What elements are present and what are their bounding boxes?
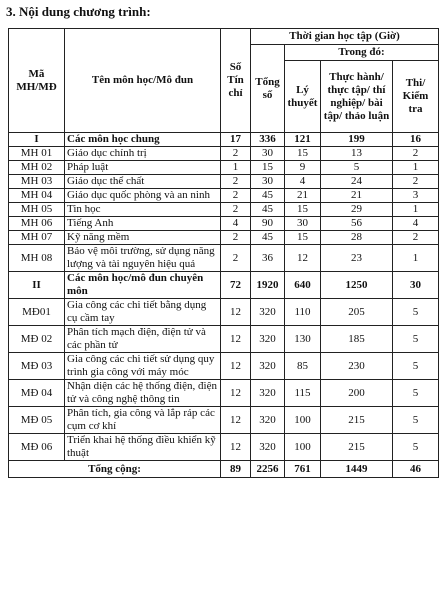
- header-credits: Số Tín chỉ: [221, 29, 251, 133]
- row-total: 36: [251, 245, 285, 272]
- table-row: [9, 175, 439, 189]
- total-row: [9, 461, 439, 478]
- row-exam: 2: [393, 147, 439, 161]
- table-row: [9, 245, 439, 272]
- row-code: MH 04: [9, 189, 65, 203]
- row-exam: 16: [393, 133, 439, 147]
- row-practice: 29: [321, 203, 393, 217]
- row-credits: 72: [221, 272, 251, 299]
- row-theory: 15: [285, 231, 321, 245]
- row-credits: 17: [221, 133, 251, 147]
- table-row: [9, 147, 439, 161]
- row-total: 30: [251, 147, 285, 161]
- row-exam: 5: [393, 434, 439, 461]
- row-total: 15: [251, 161, 285, 175]
- row-credits: 2: [221, 231, 251, 245]
- row-name: Kỹ năng mềm: [65, 231, 221, 245]
- row-theory: 121: [285, 133, 321, 147]
- row-practice: 5: [321, 161, 393, 175]
- row-name: Nhận diện các hệ thống điện, điện tử và công nghệ thông tin: [65, 380, 221, 407]
- row-practice: 21: [321, 189, 393, 203]
- row-total: 320: [251, 326, 285, 353]
- row-credits: 12: [221, 434, 251, 461]
- table-row: [9, 217, 439, 231]
- table-row: [9, 203, 439, 217]
- row-exam: 1: [393, 161, 439, 175]
- row-code: MĐ 04: [9, 380, 65, 407]
- row-total: 45: [251, 203, 285, 217]
- row-practice: 199: [321, 133, 393, 147]
- table-row: [9, 231, 439, 245]
- table-row: [9, 189, 439, 203]
- header-code: Mã MH/MĐ: [9, 29, 65, 133]
- row-theory: 110: [285, 299, 321, 326]
- row-practice: 56: [321, 217, 393, 231]
- row-name: Gia công các chi tiết sử dụng quy trình gia công với máy móc: [65, 353, 221, 380]
- row-exam: 5: [393, 407, 439, 434]
- row-name: Các môn học chung: [65, 133, 221, 147]
- header-time-group: Thời gian học tập (Giờ): [251, 29, 439, 45]
- row-code: MĐ 05: [9, 407, 65, 434]
- row-name: Gia công các chi tiết bằng dụng cụ cầm tay: [65, 299, 221, 326]
- row-code: I: [9, 133, 65, 147]
- row-credits: 4: [221, 217, 251, 231]
- row-theory: 130: [285, 326, 321, 353]
- row-credits: 12: [221, 353, 251, 380]
- row-credits: 1: [221, 161, 251, 175]
- row-total: 45: [251, 231, 285, 245]
- row-total: 320: [251, 299, 285, 326]
- row-name: Giáo dục quốc phòng và an ninh: [65, 189, 221, 203]
- total-credits: 89: [221, 461, 251, 478]
- row-code: MĐ 03: [9, 353, 65, 380]
- row-theory: 100: [285, 434, 321, 461]
- row-total: 45: [251, 189, 285, 203]
- table-row: [9, 161, 439, 175]
- row-practice: 1250: [321, 272, 393, 299]
- table-body: [9, 133, 439, 461]
- row-exam: 4: [393, 217, 439, 231]
- row-exam: 5: [393, 326, 439, 353]
- row-name: Các môn học/mô đun chuyên môn: [65, 272, 221, 299]
- group-row: [9, 272, 439, 299]
- row-theory: 9: [285, 161, 321, 175]
- row-credits: 2: [221, 175, 251, 189]
- row-code: MH 07: [9, 231, 65, 245]
- row-theory: 100: [285, 407, 321, 434]
- row-practice: 23: [321, 245, 393, 272]
- row-practice: 28: [321, 231, 393, 245]
- row-practice: 230: [321, 353, 393, 380]
- row-total: 30: [251, 175, 285, 189]
- total-exam: 46: [393, 461, 439, 478]
- row-exam: 3: [393, 189, 439, 203]
- row-theory: 4: [285, 175, 321, 189]
- row-name: Bảo vệ môi trường, sử dụng năng lượng và tài nguyên hiệu quả: [65, 245, 221, 272]
- header-name: Tên môn học/Mô đun: [65, 29, 221, 133]
- row-credits: 2: [221, 203, 251, 217]
- row-exam: 2: [393, 231, 439, 245]
- row-exam: 5: [393, 299, 439, 326]
- total-practice: 1449: [321, 461, 393, 478]
- row-theory: 21: [285, 189, 321, 203]
- row-theory: 15: [285, 147, 321, 161]
- header-exam: Thi/ Kiểm tra: [393, 61, 439, 133]
- total-theory: 761: [285, 461, 321, 478]
- row-credits: 2: [221, 189, 251, 203]
- header-theory: Lý thuyết: [285, 61, 321, 133]
- row-theory: 12: [285, 245, 321, 272]
- total-hours: 2256: [251, 461, 285, 478]
- row-name: Phân tích, gia công và lắp ráp các cụm cơ khí: [65, 407, 221, 434]
- header-total: Tổng số: [251, 45, 285, 133]
- row-theory: 640: [285, 272, 321, 299]
- table-row: [9, 326, 439, 353]
- row-exam: 30: [393, 272, 439, 299]
- row-practice: 185: [321, 326, 393, 353]
- header-practice: Thực hành/ thực tập/ thí nghiệp/ bài tập/ thảo luận: [321, 61, 393, 133]
- table-row: [9, 407, 439, 434]
- row-practice: 215: [321, 407, 393, 434]
- row-practice: 205: [321, 299, 393, 326]
- row-total: 90: [251, 217, 285, 231]
- row-exam: 5: [393, 380, 439, 407]
- row-theory: 85: [285, 353, 321, 380]
- row-total: 320: [251, 434, 285, 461]
- header-of-which: Trong đó:: [285, 45, 439, 61]
- row-code: MH 03: [9, 175, 65, 189]
- curriculum-table: [8, 28, 439, 478]
- row-theory: 15: [285, 203, 321, 217]
- row-name: Giáo dục chính trị: [65, 147, 221, 161]
- row-code: MĐ01: [9, 299, 65, 326]
- row-exam: 5: [393, 353, 439, 380]
- row-total: 320: [251, 353, 285, 380]
- row-credits: 2: [221, 147, 251, 161]
- row-total: 1920: [251, 272, 285, 299]
- row-practice: 13: [321, 147, 393, 161]
- row-theory: 30: [285, 217, 321, 231]
- table-row: [9, 299, 439, 326]
- section-heading: 3. Nội dung chương trình:: [6, 4, 151, 19]
- row-practice: 200: [321, 380, 393, 407]
- row-code: MH 08: [9, 245, 65, 272]
- row-total: 320: [251, 407, 285, 434]
- row-code: MH 05: [9, 203, 65, 217]
- row-code: MH 06: [9, 217, 65, 231]
- row-exam: 1: [393, 203, 439, 217]
- table-row: [9, 434, 439, 461]
- row-credits: 12: [221, 407, 251, 434]
- row-name: Triển khai hệ thống điều khiển kỹ thuật: [65, 434, 221, 461]
- row-code: MH 02: [9, 161, 65, 175]
- row-credits: 12: [221, 326, 251, 353]
- row-credits: 12: [221, 380, 251, 407]
- row-practice: 215: [321, 434, 393, 461]
- row-exam: 2: [393, 175, 439, 189]
- row-code: MĐ 02: [9, 326, 65, 353]
- row-name: Pháp luật: [65, 161, 221, 175]
- row-code: MH 01: [9, 147, 65, 161]
- row-practice: 24: [321, 175, 393, 189]
- total-label: Tổng cộng:: [9, 461, 221, 478]
- row-name: Tin học: [65, 203, 221, 217]
- table-row: [9, 380, 439, 407]
- row-exam: 1: [393, 245, 439, 272]
- table-row: [9, 353, 439, 380]
- row-name: Giáo dục thể chất: [65, 175, 221, 189]
- row-credits: 2: [221, 245, 251, 272]
- group-row: [9, 133, 439, 147]
- row-code: MĐ 06: [9, 434, 65, 461]
- row-name: Phân tích mạch điện, điện tử và các phần tử: [65, 326, 221, 353]
- row-credits: 12: [221, 299, 251, 326]
- row-total: 336: [251, 133, 285, 147]
- row-total: 320: [251, 380, 285, 407]
- row-name: Tiếng Anh: [65, 217, 221, 231]
- row-code: II: [9, 272, 65, 299]
- row-theory: 115: [285, 380, 321, 407]
